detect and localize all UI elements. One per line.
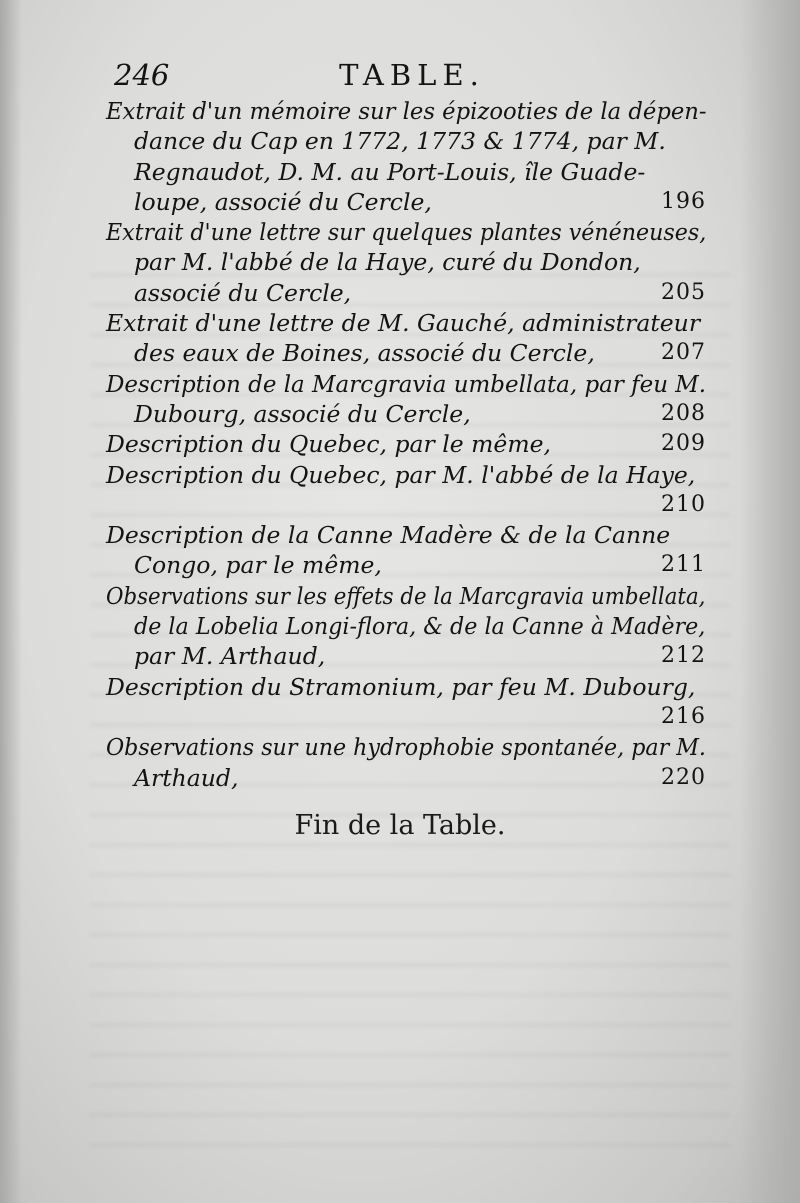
toc-entry-text: Extrait d'une lettre de M. Gauché, administrateur [106, 309, 701, 338]
toc-page-number: 209 [661, 431, 706, 457]
toc-line [106, 490, 706, 520]
toc-entry-text: Regnaudot, D. M. au Port-Louis, île Guade- [134, 157, 646, 186]
toc-entry-text: Description de la Canne Madère & de la Canne [106, 521, 671, 550]
page-title: TABLE. [339, 58, 485, 92]
toc-entry-text: Dubourg, associé du Cercle, [134, 399, 471, 428]
toc-entry-text: de la Lobelia Longi-flora, & de la Canne à Madère, [134, 612, 706, 641]
page-shadow-left [0, 0, 22, 1203]
toc-line [106, 429, 706, 459]
toc-line [106, 217, 706, 247]
toc-line [106, 581, 706, 611]
toc-entry-text: Congo, par le même, [134, 551, 382, 580]
toc-line [106, 672, 706, 702]
toc-page-number: 210 [661, 491, 706, 517]
toc-entry-text: Observations sur une hydrophobie spontanée, par M. [106, 733, 706, 762]
toc-line [106, 157, 706, 187]
toc-entry-text: Extrait d'une lettre sur quelques plantes vénéneuses, [106, 218, 707, 247]
toc-line [106, 520, 706, 550]
toc-page-number: 207 [661, 340, 706, 366]
toc-line [106, 247, 706, 277]
toc-entry-text: Description du Quebec, par le même, [106, 430, 551, 459]
toc-line [106, 550, 706, 580]
toc-entry-text: Arthaud, [134, 763, 239, 792]
toc-line [106, 763, 706, 793]
toc-page-number: 205 [661, 279, 706, 305]
page-header [112, 58, 712, 98]
toc-entry-text: dance du Cap en 1772, 1773 & 1774, par M. [134, 127, 666, 156]
toc-page-number: 211 [661, 552, 706, 578]
toc-line [106, 369, 706, 399]
toc-entry-text: Extrait d'un mémoire sur les épizooties de la dépen- [106, 97, 707, 125]
toc-page-number: 220 [661, 764, 706, 790]
toc-entry-text: Observations sur les effets de la Marcgravia umbellata, [106, 581, 706, 610]
toc-line [106, 338, 706, 368]
toc-line [106, 641, 706, 671]
toc-line [106, 187, 706, 217]
toc-line [106, 96, 706, 126]
toc-page-number: 196 [661, 188, 706, 214]
toc-entry-text: par M. l'abbé de la Haye, curé du Dondon, [134, 248, 641, 277]
toc-line [106, 611, 706, 641]
toc-entry-text: loupe, associé du Cercle, [134, 187, 432, 216]
toc-page-number: 208 [661, 400, 706, 426]
toc-line [106, 308, 706, 338]
toc-line [106, 399, 706, 429]
toc-entry-text: Description du Stramonium, par feu M. Dubourg, [106, 672, 696, 701]
toc-line [106, 460, 706, 490]
toc-page-number: 216 [661, 703, 706, 729]
toc-entry-text: des eaux de Boines, associé du Cercle, [134, 339, 595, 368]
toc-line [106, 126, 706, 156]
toc-entry-text: associé du Cercle, [134, 278, 352, 307]
table-of-contents [106, 96, 706, 793]
toc-line [106, 702, 706, 732]
toc-line [106, 278, 706, 308]
toc-page-number: 212 [661, 643, 706, 669]
page-number: 246 [114, 58, 170, 92]
toc-entry-text: par M. Arthaud, [134, 642, 326, 671]
end-of-table-text: Fin de la Table. [294, 810, 506, 841]
toc-entry-text: Description du Quebec, par M. l'abbé de la Haye, [106, 460, 696, 489]
toc-entry-text: Description de la Marcgravia umbellata, par feu M. [106, 369, 707, 398]
page-shadow-right [740, 0, 800, 1203]
toc-line [106, 732, 706, 762]
